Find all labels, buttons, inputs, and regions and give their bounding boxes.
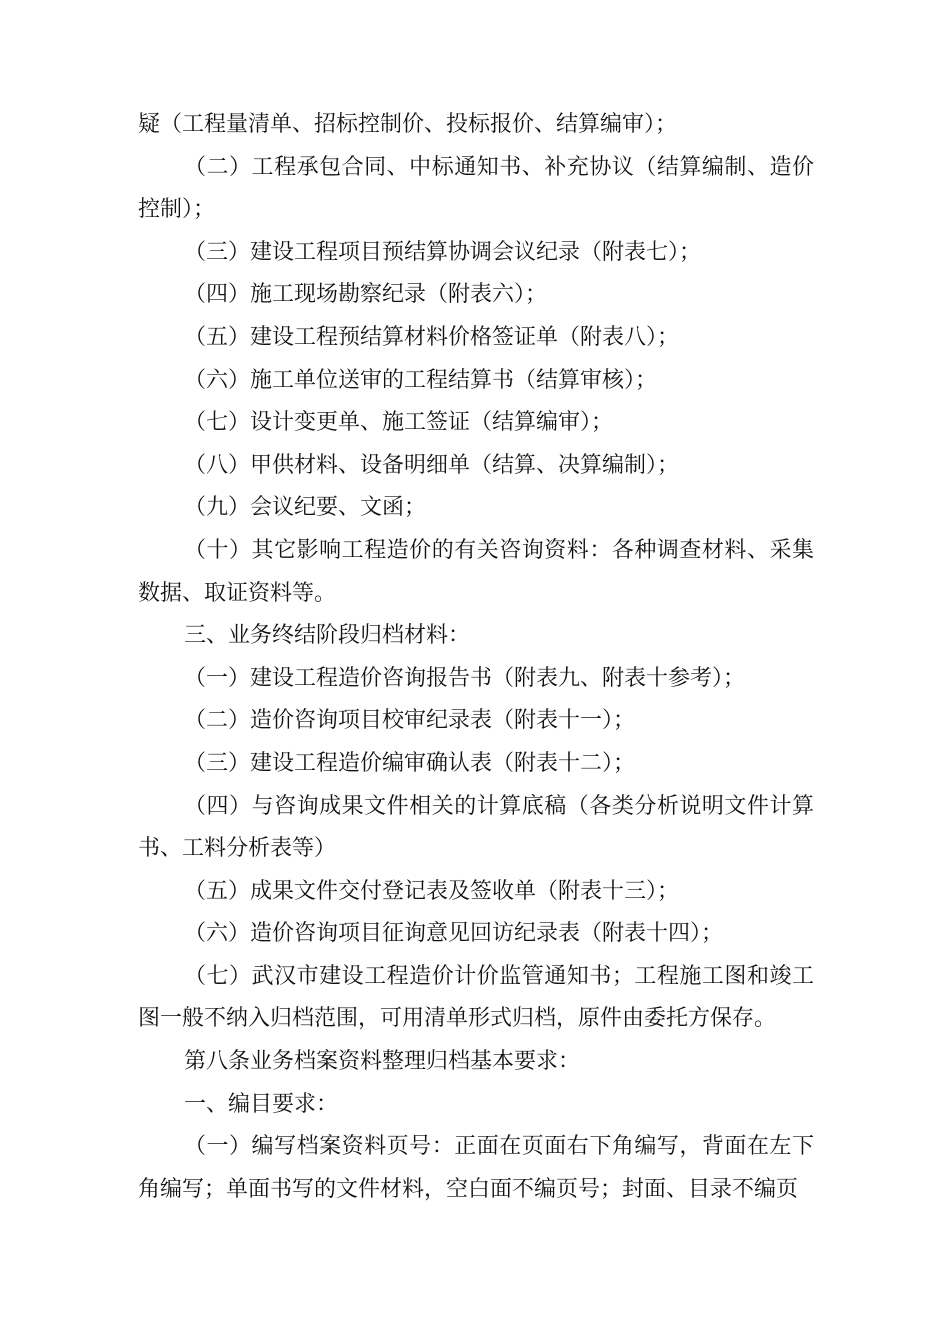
paragraph-item-6: （六）施工单位送审的工程结算书（结算审核）； [184,367,658,393]
paragraph-final-item-4: （四）与咨询成果文件相关的计算底稿（各类分析说明文件计算书、工料分析表等） [138,793,814,862]
paragraph-final-item-6: （六）造价咨询项目征询意见回访纪录表（附表十四）； [184,921,724,947]
paragraph-continuation: 疑（工程量清单、招标控制价、投标报价、结算编审）； [138,112,678,137]
paragraph-item-7: （七）设计变更单、施工签证（结算编审）； [184,410,614,436]
paragraph-final-item-5: （五）成果文件交付登记表及签收单（附表十三）； [184,878,680,904]
paragraph-final-item-2: （二）造价咨询项目校审纪录表（附表十一）； [184,708,636,734]
document-body [138,104,814,1211]
section-heading-3: 三、业务终结阶段归档材料： [184,623,471,649]
paragraph-item-8: （八）甲供材料、设备明细单（结算、决算编制）； [184,452,680,478]
article-heading-8: 第八条业务档案资料整理归档基本要求： [184,1049,581,1075]
paragraph-item-10: （十）其它影响工程造价的有关咨询资料：各种调查材料、采集数据、取证资料等。 [138,537,814,606]
paragraph-final-item-1: （一）建设工程造价咨询报告书（附表九、附表十参考）； [184,665,746,691]
paragraph-item-5: （五）建设工程预结算材料价格签证单（附表八）； [184,324,680,350]
paragraph-cataloging-item-1: （一）编写档案资料页号：正面在页面右下角编写，背面在左下角编写；单面书写的文件材料，空白面不编页号；封面、目录不编页 [138,1134,814,1202]
paragraph-item-2: （二）工程承包合同、中标通知书、补充协议（结算编制、造价控制）； [138,154,814,223]
paragraph-item-9: （九）会议纪要、文函； [184,495,427,521]
subsection-heading-cataloging: 一、编目要求： [184,1091,339,1117]
paragraph-final-item-7: （七）武汉市建设工程造价计价监管通知书；工程施工图和竣工图一般不纳入归档范围，可用清单形式归档，原件由委托方保存。 [138,963,814,1032]
paragraph-item-3: （三）建设工程项目预结算协调会议纪录（附表七）； [184,239,702,265]
paragraph-final-item-3: （三）建设工程造价编审确认表（附表十二）； [184,750,636,776]
paragraph-item-4: （四）施工现场勘察纪录（附表六）； [184,282,548,308]
